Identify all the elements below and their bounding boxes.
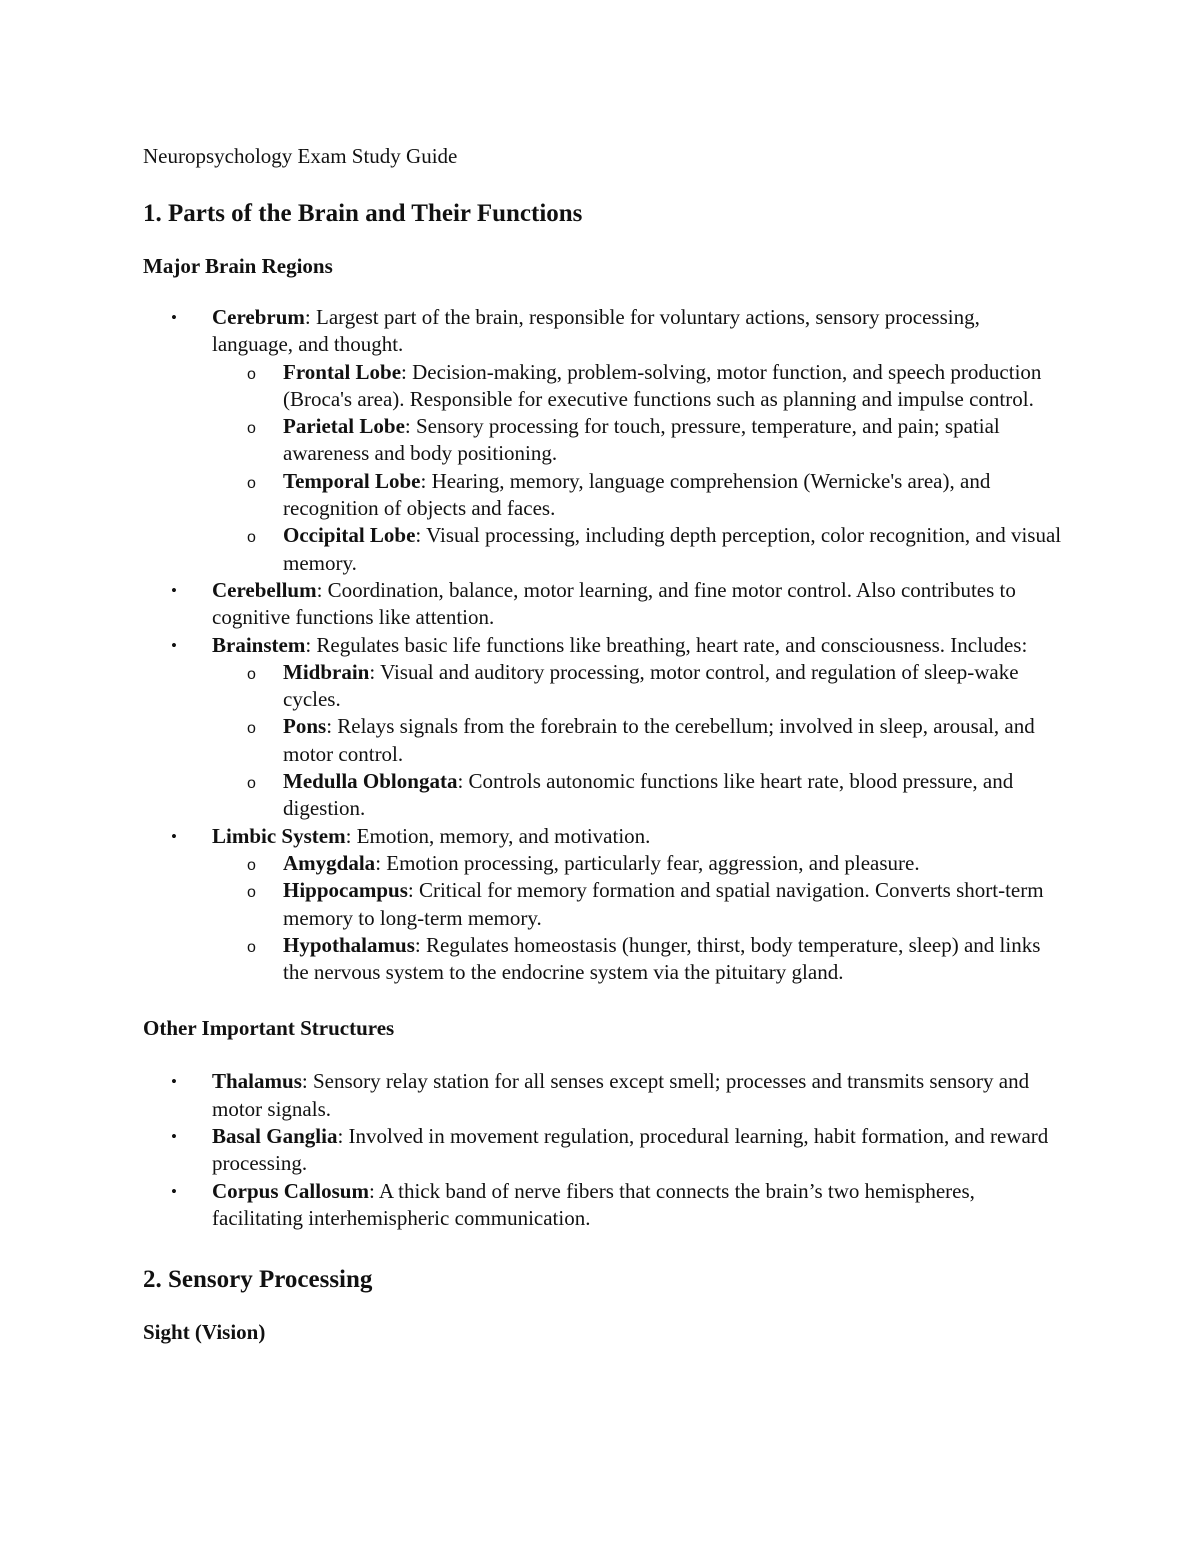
sub-list-item (212, 413, 1063, 468)
term: Medulla Oblongata (283, 769, 458, 794)
circle-bullet-icon: o (247, 365, 256, 383)
description: : Coordination, balance, motor learning, and fine motor control. Also contributes to cognitive functions like attention. (212, 577, 1016, 630)
circle-bullet-icon: o (247, 420, 256, 438)
list-item (143, 632, 1063, 823)
bullet-icon: • (171, 1072, 177, 1092)
term: Thalamus (212, 1069, 302, 1094)
major-regions-heading: Major Brain Regions (143, 254, 333, 278)
description: : Sensory processing for touch, pressure, temperature, and pain; spatial awareness and body positioning. (283, 414, 1000, 466)
description: : Emotion processing, particularly fear, aggression, and pleasure. (375, 850, 920, 875)
description: : Regulates basic life functions like breathing, heart rate, and consciousness. Includes: (305, 632, 1028, 657)
description: : Hearing, memory, language comprehension (Wernicke's area), and recognition of objects and faces. (283, 468, 991, 521)
sub-list-item (212, 932, 1063, 987)
description: : Visual and auditory processing, motor control, and regulation of sleep-wake cycles. (283, 659, 1019, 712)
circle-bullet-icon: o (247, 529, 256, 547)
sub-list-item (212, 659, 1063, 714)
document-title: Neuropsychology Exam Study Guide (143, 144, 458, 168)
term: Temporal Lobe (283, 468, 421, 493)
description: : Largest part of the brain, responsible for voluntary actions, sensory processing, language, and thought. (212, 305, 980, 357)
list-item (143, 823, 1063, 987)
circle-bullet-icon: o (247, 474, 256, 492)
bullet-icon: • (171, 1127, 177, 1147)
circle-bullet-icon: o (247, 856, 256, 874)
term: Limbic System (212, 823, 346, 848)
major-regions-list (143, 304, 1063, 986)
bullet-icon: • (171, 1181, 177, 1201)
description: : Decision-making, problem-solving, motor function, and speech production (Broca's area). Responsible for executive functions such as planning and impulse control. (283, 359, 1042, 411)
term: Hippocampus (283, 878, 408, 903)
sub-list (212, 659, 1063, 823)
description: : Visual processing, including depth perception, color recognition, and visual memory. (283, 523, 1062, 575)
term: Occipital Lobe (283, 523, 416, 548)
section-1-heading: 1. Parts of the Brain and Their Functions (143, 200, 583, 227)
list-item (143, 1178, 1063, 1233)
description: : Sensory relay station for all senses except smell; processes and transmits sensory and motor signals. (212, 1069, 1030, 1121)
description: : Emotion, memory, and motivation. (345, 823, 651, 848)
term: Amygdala (283, 850, 376, 875)
bullet-icon: • (171, 826, 177, 846)
term: Cerebellum (212, 577, 317, 602)
bullet-icon: • (171, 308, 177, 327)
term: Basal Ganglia (212, 1124, 338, 1149)
description: : Relays signals from the forebrain to the cerebellum; involved in sleep, arousal, and motor control. (283, 714, 1035, 766)
term: Midbrain (283, 659, 370, 684)
list-item (143, 1068, 1063, 1123)
term: Parietal Lobe (283, 414, 405, 439)
circle-bullet-icon: o (247, 720, 256, 738)
sub-list-item (212, 768, 1063, 823)
other-structures-heading: Other Important Structures (143, 1016, 395, 1041)
sub-list-item (212, 359, 1063, 414)
term: Hypothalamus (283, 932, 415, 957)
document-page (143, 140, 1063, 1348)
circle-bullet-icon: o (247, 775, 256, 793)
list-item (143, 304, 1063, 577)
description: : Regulates homeostasis (hunger, thirst, body temperature, sleep) and links the nervous system to the endocrine system via the pituitary gland. (283, 932, 1041, 985)
term: Pons (283, 714, 327, 739)
sub-list-item (212, 522, 1063, 577)
sub-list-item (212, 713, 1063, 768)
description: : Critical for memory formation and spatial navigation. Converts short-term memory to long-term memory. (283, 878, 1044, 930)
section-2-heading: 2. Sensory Processing (143, 1266, 373, 1294)
sight-vision-heading: Sight (Vision) (143, 1320, 266, 1345)
bullet-icon: • (171, 580, 177, 600)
sub-list-item (212, 468, 1063, 523)
list-item (143, 1123, 1063, 1178)
sub-list (212, 359, 1063, 577)
sub-list-item (212, 850, 1063, 877)
term: Cerebrum (212, 305, 305, 329)
other-structures-list (143, 1068, 1063, 1232)
list-item (143, 577, 1063, 632)
term: Corpus Callosum (212, 1178, 369, 1203)
description: : Involved in movement regulation, procedural learning, habit formation, and reward processing. (212, 1124, 1049, 1176)
circle-bullet-icon: o (247, 665, 256, 683)
sub-list-item (212, 877, 1063, 932)
circle-bullet-icon: o (247, 884, 256, 902)
description: : Controls autonomic functions like heart rate, blood pressure, and digestion. (283, 769, 1014, 821)
circle-bullet-icon: o (247, 938, 256, 956)
term: Brainstem (212, 632, 306, 657)
bullet-icon: • (171, 635, 177, 655)
sub-list (212, 850, 1063, 986)
term: Frontal Lobe (283, 359, 402, 384)
description: : A thick band of nerve fibers that connects the brain’s two hemispheres, facilitating interhemispheric communication. (212, 1178, 975, 1230)
